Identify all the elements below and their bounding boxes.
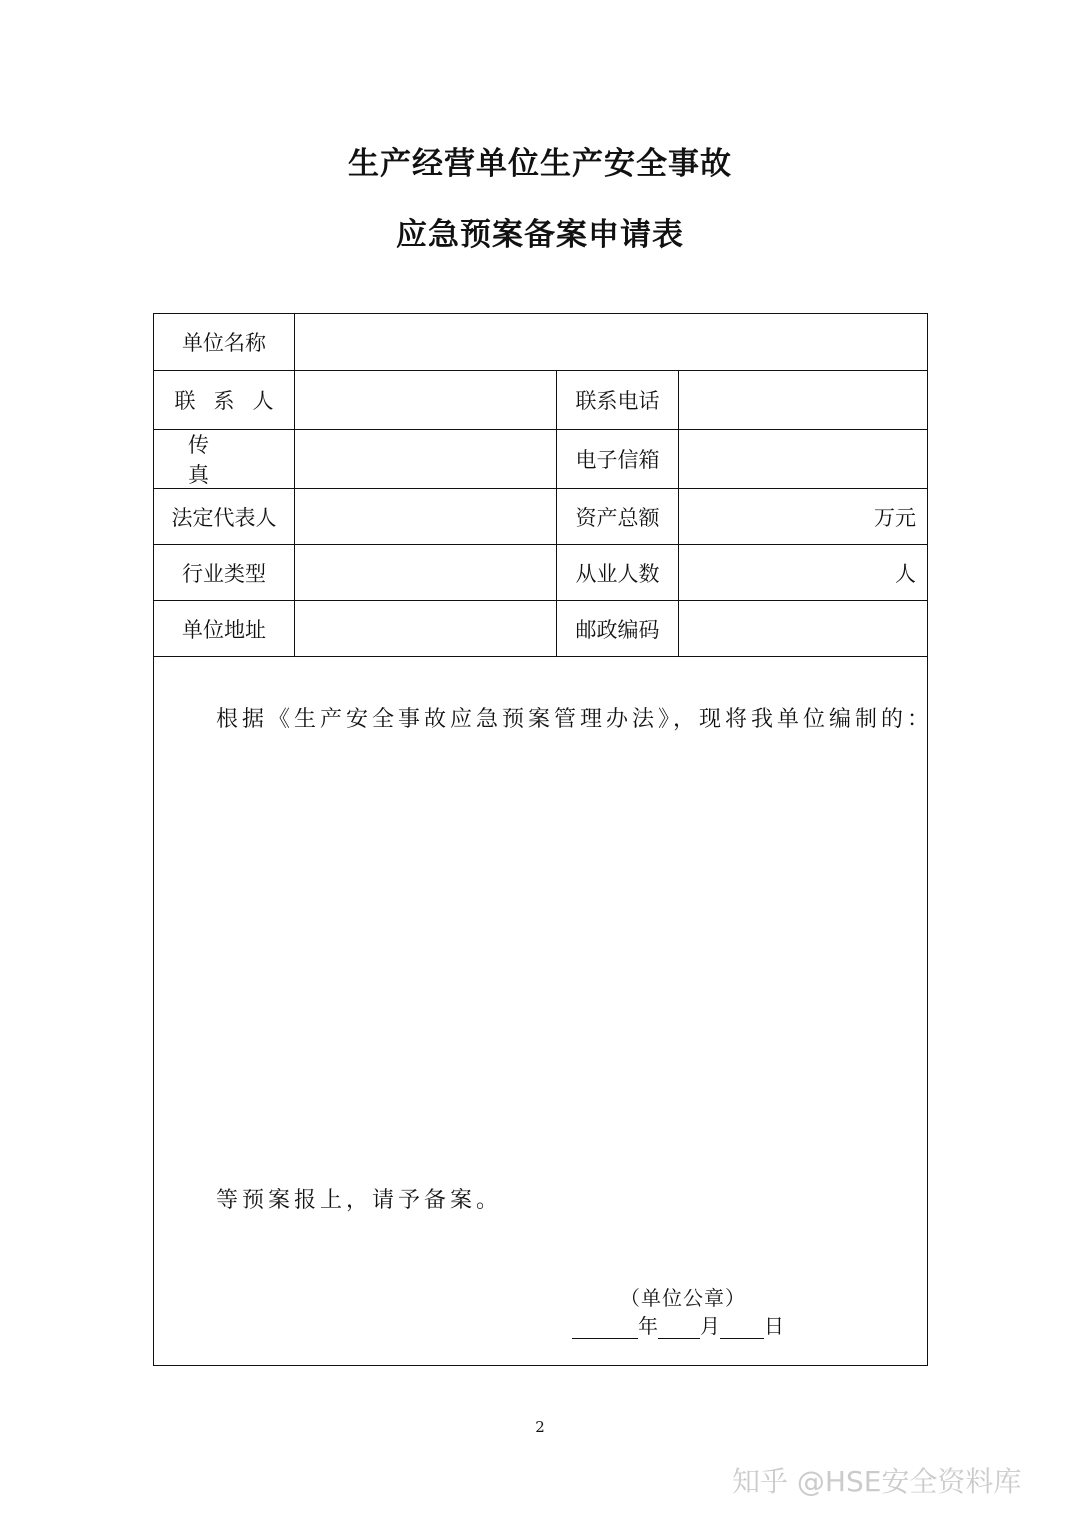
postal-code-label: 邮政编码 bbox=[557, 601, 679, 656]
row-industry-employees bbox=[154, 545, 927, 601]
day-label: 日 bbox=[764, 1314, 784, 1338]
employee-count-field[interactable] bbox=[679, 545, 926, 600]
closing-statement: 等预案报上，请予备案。 bbox=[216, 1188, 503, 1213]
unit-name-label: 单位名称 bbox=[154, 314, 295, 370]
address-label: 单位地址 bbox=[154, 601, 295, 656]
form-title-line2: 应急预案备案申请表 bbox=[396, 217, 684, 253]
fax-field[interactable] bbox=[295, 430, 557, 488]
month-label: 月 bbox=[700, 1314, 720, 1338]
employee-count-unit: 人 bbox=[895, 561, 916, 586]
unit-seal-label: （单位公章） bbox=[620, 1286, 746, 1310]
row-legal-assets bbox=[154, 489, 927, 545]
contact-person-label: 联系人 bbox=[154, 371, 295, 429]
legal-rep-label: 法定代表人 bbox=[154, 489, 295, 544]
row-contact bbox=[154, 371, 927, 430]
form-title-line1: 生产经营单位生产安全事故 bbox=[348, 146, 732, 182]
contact-phone-label: 联系电话 bbox=[557, 371, 679, 429]
legal-rep-field[interactable] bbox=[295, 489, 557, 544]
page-number: 2 bbox=[535, 1418, 545, 1436]
postal-code-field[interactable] bbox=[679, 601, 926, 656]
basis-statement: 根据《生产安全事故应急预案管理办法》，现将我单位编制的： bbox=[216, 707, 934, 732]
email-label: 电子信箱 bbox=[557, 430, 679, 488]
year-blank[interactable] bbox=[572, 1316, 638, 1339]
month-blank[interactable] bbox=[658, 1316, 700, 1339]
total-assets-unit: 万元 bbox=[874, 505, 916, 530]
day-blank[interactable] bbox=[720, 1316, 764, 1339]
email-field[interactable] bbox=[679, 430, 926, 488]
address-field[interactable] bbox=[295, 601, 557, 656]
employee-count-label: 从业人数 bbox=[557, 545, 679, 600]
contact-phone-field[interactable] bbox=[679, 371, 926, 429]
total-assets-field[interactable] bbox=[679, 489, 926, 544]
fax-label: 传真 bbox=[154, 430, 295, 488]
year-label: 年 bbox=[638, 1314, 658, 1338]
row-unit-name bbox=[154, 314, 927, 371]
total-assets-label: 资产总额 bbox=[557, 489, 679, 544]
unit-name-field[interactable] bbox=[295, 314, 926, 370]
row-fax-email bbox=[154, 430, 927, 489]
industry-type-label: 行业类型 bbox=[154, 545, 295, 600]
date-line bbox=[572, 1310, 784, 1339]
row-address-postal bbox=[154, 601, 927, 657]
watermark: 知乎 @HSE安全资料库 bbox=[732, 1465, 1022, 1498]
industry-type-field[interactable] bbox=[295, 545, 557, 600]
contact-person-field[interactable] bbox=[295, 371, 557, 429]
